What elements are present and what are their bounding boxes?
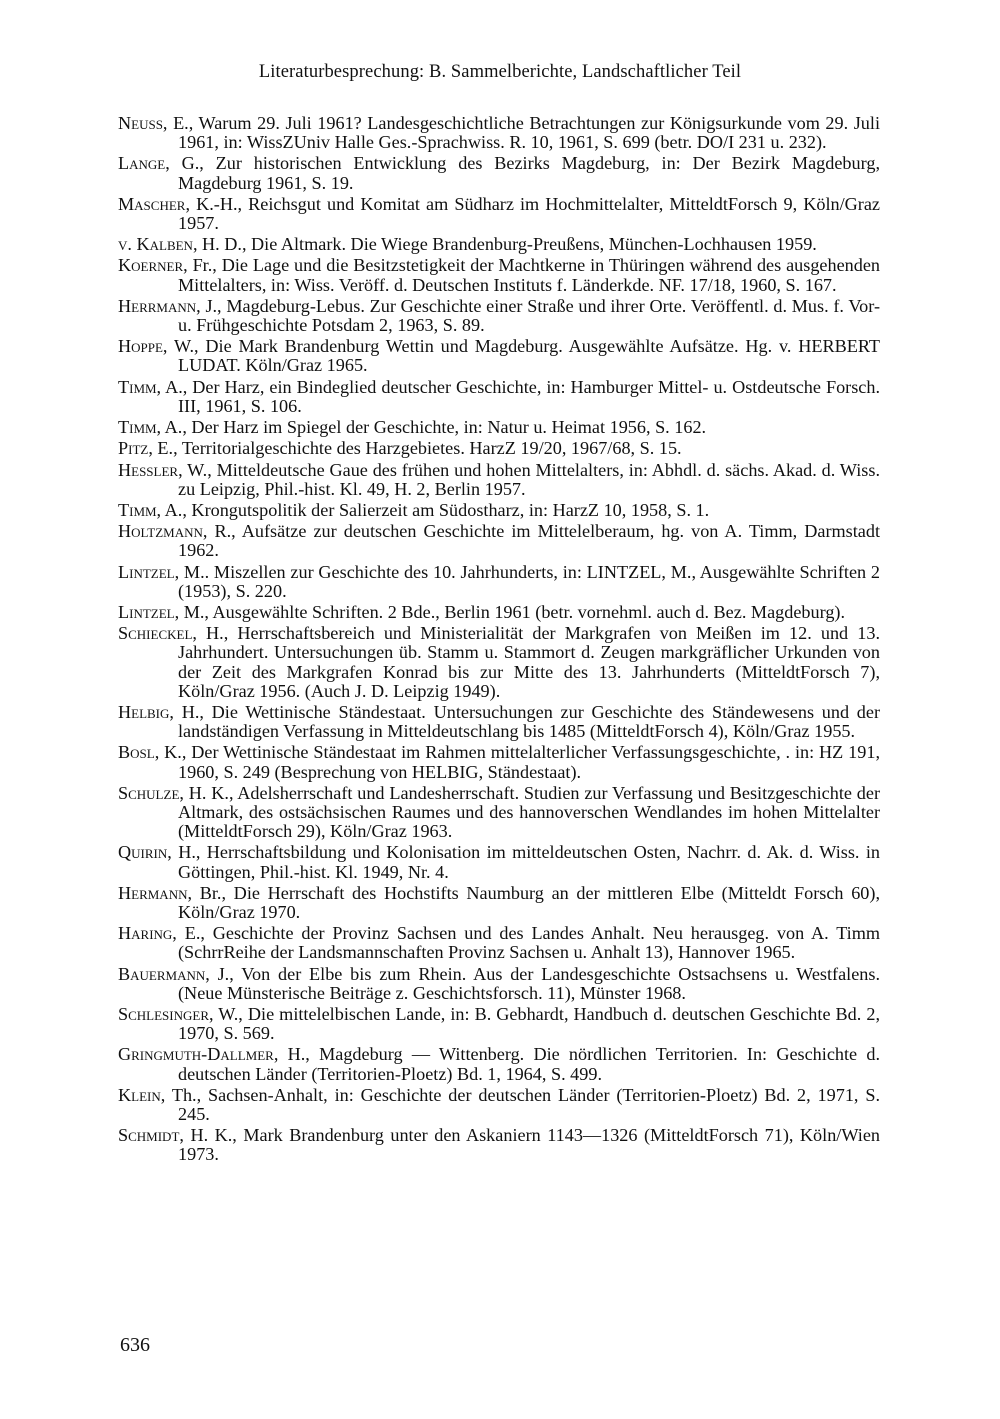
bibliography-entry bbox=[118, 703, 880, 741]
entry-text: Th., Sachsen-Anhalt, in: Geschichte der deutschen Länder (Territorien-Ploetz) Bd. 2, 1971, S. 245. bbox=[171, 1084, 880, 1124]
entry-author: Lintzel, bbox=[118, 602, 180, 623]
bibliography-entry bbox=[118, 195, 880, 233]
bibliography-entry bbox=[118, 418, 880, 437]
entry-text: J., Von der Elbe bis zum Rhein. Aus der Landesgeschichte Ostsachsens u. Westfalens. (Neue Münsterische Beiträge z. Geschichtsforsch. 11), Münster 1968. bbox=[178, 963, 881, 1003]
bibliography-entry bbox=[118, 843, 880, 881]
bibliography-entry bbox=[118, 337, 880, 375]
entry-author: Pitz, bbox=[118, 438, 153, 459]
entry-text: A., Der Harz, ein Bindeglied deutscher Geschichte, in: Hamburger Mittel- u. Ostdeutsche Forsch. III, 1961, S. 106. bbox=[165, 376, 881, 416]
entry-text: H. K., Mark Brandenburg unter den Askaniern 1143—1326 (MitteldtForsch 71), Köln/Wien 1973. bbox=[178, 1125, 881, 1165]
entry-text: E., Warum 29. Juli 1961? Landesgeschichtliche Betrachtungen zur Königsurkunde vom 29. Juli 1961, in: WissZUniv Halle Ges.-Sprachwiss. R. 10, 1961, S. 699 (betr. DO/I 231 u. 232). bbox=[173, 113, 881, 153]
entry-author: Schieckel, bbox=[118, 623, 197, 644]
bibliography-entry bbox=[118, 563, 880, 601]
entry-text: R., Aufsätze zur deutschen Geschichte im Mittelelberaum, hg. von A. Timm, Darmstadt 1962. bbox=[178, 521, 881, 561]
bibliography-entry bbox=[118, 114, 880, 152]
bibliography-entry bbox=[118, 965, 880, 1003]
bibliography-entry bbox=[118, 924, 880, 962]
entry-author: Koerner, bbox=[118, 255, 188, 276]
entry-author: Timm, bbox=[118, 376, 162, 397]
bibliography-entry bbox=[118, 378, 880, 416]
entry-author: Schulze, bbox=[118, 782, 184, 803]
entry-text: H. K., Adelsherrschaft und Landesherrschaft. Studien zur Verfassung und Besitzgeschichte der Altmark, des ostsächsischen Raumes und des hannoverschen Wendlandes im hohen Mittelalter (MitteldtForsch 29), Köln/Graz 1963. bbox=[178, 782, 881, 842]
entry-author: Schmidt, bbox=[118, 1125, 184, 1146]
entry-text: J., Magdeburg-Lebus. Zur Geschichte einer Straße und ihrer Orte. Veröffentl. d. Mus. f. Vor- u. Frühgeschichte Potsdam 2, 1963, S. 89. bbox=[178, 295, 880, 336]
entry-author: Klein, bbox=[118, 1084, 166, 1105]
bibliography-entry bbox=[118, 501, 880, 520]
entry-author: Bosl, bbox=[118, 742, 160, 763]
bibliography-entry bbox=[118, 624, 880, 701]
bibliography-entry bbox=[118, 439, 880, 458]
bibliography-entry bbox=[118, 1045, 880, 1083]
entry-text: W., Die Mark Brandenburg Wettin und Magdeburg. Ausgewählte Aufsätze. Hg. v. HERBERT LUDAT. Köln/Graz 1965. bbox=[173, 336, 880, 376]
entry-text: A., Krongutspolitik der Salierzeit am Südostharz, in: HarzZ 10, 1958, S. 1. bbox=[164, 500, 710, 520]
entry-text: W., Mitteldeutsche Gaue des frühen und hohen Mittelalters, in: Abhdl. d. sächs. Akad. d. Wiss. zu Leipzig, Phil.-hist. Kl. 49, H. 2, Berlin 1957. bbox=[178, 459, 880, 499]
entry-text: H., Magdeburg — Wittenberg. Die nördlichen Territorien. In: Geschichte d. deutschen Länder (Territorien-Ploetz) Bd. 1, 1964, S. 499. bbox=[178, 1044, 880, 1084]
entry-author: Mascher, bbox=[118, 193, 191, 214]
entry-text: G., Zur historischen Entwicklung des Bezirks Magdeburg, in: Der Bezirk Magdeburg, Magdeburg 1961, S. 19. bbox=[178, 153, 880, 193]
entry-author: Schlesinger, bbox=[118, 1004, 214, 1025]
entry-text: E., Geschichte der Provinz Sachsen und des Landes Anhalt. Neu herausgeg. von A. Timm (SchrrReihe der Landsmannschaften Provinz Sachsen u. Anhalt 13), Hannover 1965. bbox=[178, 923, 881, 963]
entry-text: M.. Miszellen zur Geschichte des 10. Jahrhunderts, in: LINTZEL, M., Ausgewählte Schriften 2 (1953), S. 220. bbox=[178, 561, 880, 601]
entry-author: Haring, bbox=[118, 923, 177, 944]
entry-text: M., Ausgewählte Schriften. 2 Bde., Berlin 1961 (betr. vornehml. auch d. Bez. Magdeburg). bbox=[183, 602, 846, 623]
entry-author: Lintzel, bbox=[118, 561, 180, 582]
bibliography-entry bbox=[118, 154, 880, 192]
entry-text: W., Die mittelelbischen Lande, in: B. Gebhardt, Handbuch d. deutschen Geschichte Bd. 2, 1970, S. 569. bbox=[178, 1004, 880, 1044]
entry-author: Helbig, bbox=[118, 702, 174, 723]
entry-text: K., Der Wettinische Ständestaat im Rahmen mittelalterlicher Verfassungsgeschichte, . in: HZ 191, 1960, S. 249 (Besprechung von HELBIG, Ständestaat). bbox=[164, 742, 881, 782]
entry-text: H., Herrschaftsbereich und Ministerialität der Markgrafen von Meißen im 12. und 13. Jahrhundert. Untersuchungen üb. Stamm u. Stammort d. Zeugen markgräflicher Urkunden von der Zeit des Markgrafen Konrad bis zur Mitte des 13. Jahrhunderts (MitteldtForsch 7), Köln/Graz 1956. (Auch J. D. Leipzig 1949). bbox=[178, 623, 880, 701]
bibliography-entry bbox=[118, 522, 880, 560]
entry-text: H. D., Die Altmark. Die Wiege Brandenburg-Preußens, München-Lochhausen 1959. bbox=[202, 234, 817, 255]
entry-author: Lange, bbox=[118, 153, 170, 174]
entry-text: A., Der Harz im Spiegel der Geschichte, in: Natur u. Heimat 1956, S. 162. bbox=[164, 417, 707, 438]
entry-text: H., Herrschaftsbildung und Kolonisation im mitteldeutschen Osten, Nachrr. d. Ak. d. Wiss. in Göttingen, Phil.-hist. Kl. 1949, Nr. 4. bbox=[178, 842, 881, 882]
bibliography-entry bbox=[118, 235, 880, 254]
entry-text: K.-H., Reichsgut und Komitat am Südharz im Hochmittelalter, MitteldtForsch 9, Köln/Graz 1957. bbox=[178, 193, 881, 233]
entry-text: E., Territorialgeschichte des Harzgebietes. HarzZ 19/20, 1967/68, S. 15. bbox=[157, 438, 682, 459]
bibliography-entry bbox=[118, 603, 880, 622]
entry-author: v. Kalben, bbox=[118, 234, 198, 255]
entry-author: Hoppe, bbox=[118, 336, 168, 357]
entry-text: H., Die Wettinische Ständestaat. Untersuchungen zur Geschichte des Ständewesens und der landständigen Verfassung in Mitteldeutschlang bis 1485 (MitteldtForsch 4), Köln/Graz 1955. bbox=[178, 702, 881, 742]
bibliography-entry bbox=[118, 1126, 880, 1164]
bibliography-list bbox=[118, 114, 880, 1167]
bibliography-entry bbox=[118, 1086, 880, 1124]
entry-author: Holtzmann, bbox=[118, 521, 208, 542]
running-head: Literaturbesprechung: B. Sammelberichte, Landschaftlicher Teil bbox=[258, 62, 742, 82]
bibliography-entry bbox=[118, 461, 880, 499]
bibliography-entry bbox=[118, 297, 880, 335]
bibliography-entry bbox=[118, 743, 880, 781]
entry-author: Timm, bbox=[118, 417, 162, 438]
bibliography-entry bbox=[118, 256, 880, 294]
entry-text: Fr., Die Lage und die Besitzstetigkeit der Machtkerne in Thüringen während des ausgehenden Mittelalters, in: Wiss. Veröff. d. Deutschen Instituts f. Länderkde. NF. 17/18, 1960, S. 167. bbox=[178, 255, 880, 295]
entry-author: Timm, bbox=[118, 500, 162, 520]
bibliography-entry bbox=[118, 1005, 880, 1043]
entry-author: Gringmuth-Dallmer, bbox=[118, 1044, 279, 1065]
bibliography-entry bbox=[118, 884, 880, 922]
entry-author: Neuss, bbox=[118, 113, 168, 133]
bibliography-entry bbox=[118, 784, 880, 841]
entry-text: Br., Die Herrschaft des Hochstifts Naumburg an der mittleren Elbe (Mitteldt Forsch 60), Köln/Graz 1970. bbox=[178, 882, 880, 922]
page-number: 636 bbox=[120, 1334, 150, 1356]
entry-author: Hessler, bbox=[118, 459, 183, 480]
entry-author: Hermann, bbox=[118, 882, 193, 903]
entry-author: Quirin, bbox=[118, 842, 172, 863]
entry-author: Bauermann, bbox=[118, 963, 210, 984]
entry-author: Herrmann, bbox=[118, 295, 201, 316]
